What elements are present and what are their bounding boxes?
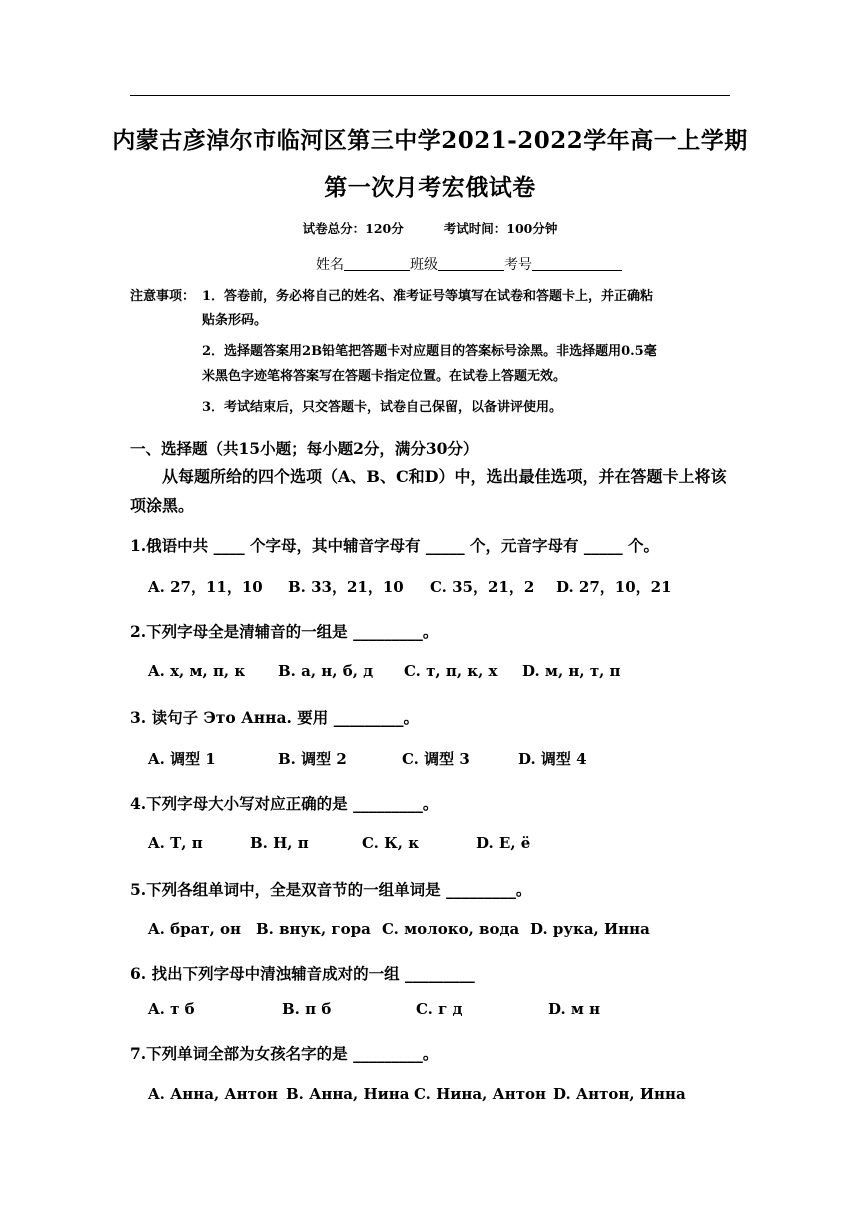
option-c: C. т, п, к, х (404, 662, 498, 680)
question-3: 3. 读句子 Это Анна. 要用 _________。 (130, 708, 419, 727)
option-c: C. 35，21，2 (430, 578, 535, 596)
note-item-1-line-2: 贴条形码。 (202, 313, 268, 328)
exam-no-label: 考号 (504, 257, 532, 273)
option-b: B. п б (282, 1000, 332, 1018)
student-info-line (316, 254, 622, 274)
header-rule (130, 95, 730, 96)
question-2: 2.下列字母全是清辅音的一组是 _________。 (130, 622, 439, 641)
question-7: 7.下列单词全部为女孩名字的是 _________。 (130, 1044, 439, 1063)
name-label: 姓名 (316, 257, 344, 273)
option-a: A. брат, он (148, 920, 242, 938)
option-a: A. Т, п (148, 834, 203, 852)
option-d: D. 调型 4 (518, 750, 587, 768)
option-b: B. а, н, б, д (278, 662, 374, 680)
option-d: D. м н (548, 1000, 601, 1018)
option-a: A. Анна, Антон (148, 1085, 278, 1103)
option-d: D. рука, Инна (530, 920, 650, 938)
question-5: 5.下列各组单词中，全是双音节的一组单词是 _________。 (130, 880, 532, 899)
question-6: 6. 找出下列字母中清浊辅音成对的一组 _________ (130, 964, 475, 983)
option-b: B. 33，21，10 (288, 578, 404, 596)
option-d: D. Е, ё (476, 834, 531, 852)
option-b: B. Н, п (250, 834, 309, 852)
total-score: 试卷总分：120分 (302, 221, 404, 236)
note-item-2-line-1: 2．选择题答案用2B铅笔把答题卡对应题目的答案标号涂黑。非选择题用0.5毫 (202, 344, 657, 359)
notes-label: 注意事项： (130, 289, 196, 304)
exam-no-blank (532, 255, 622, 271)
class-blank (438, 255, 504, 271)
class-label: 班级 (410, 257, 438, 273)
note-item-3: 3．考试结束后，只交答题卡，试卷自己保留，以备讲评使用。 (202, 400, 563, 415)
option-a: A. х, м, п, к (148, 662, 246, 680)
page-title: 内蒙古彦淖尔市临河区第三中学2021-2022学年高一上学期 (112, 127, 748, 154)
note-item-1-line-1: 1．答卷前，务必将自己的姓名、准考证号等填写在试卷和答题卡上，并正确粘 (202, 289, 654, 304)
name-blank (344, 255, 410, 271)
option-b: B. внук, гора (256, 920, 371, 938)
section-heading: 一、选择题（共15小题；每小题2分，满分30分） (130, 439, 479, 458)
option-d: D. 27，10，21 (556, 578, 672, 596)
section-instruction: 从每题所给的四个选项（A、B、C和D）中，选出最佳选项，并在答题卡上将该项涂黑。 (130, 467, 727, 515)
option-c: C. Нина, Антон (414, 1085, 547, 1103)
option-b: B. 调型 2 (278, 750, 347, 768)
option-d: D. Антон, Инна (553, 1085, 686, 1103)
page-subtitle: 第一次月考宏俄试卷 (324, 174, 536, 201)
option-a: A. 调型 1 (148, 750, 216, 768)
exam-time: 考试时间：100分钟 (443, 221, 558, 236)
option-c: C. К, к (362, 834, 420, 852)
option-a: A. т б (148, 1000, 195, 1018)
exam-meta (0, 219, 860, 237)
option-c: C. 调型 3 (402, 750, 470, 768)
option-d: D. м, н, т, п (522, 662, 621, 680)
question-1: 1.俄语中共 ____ 个字母，其中辅音字母有 _____ 个，元音字母有 _____ 个。 (130, 536, 660, 555)
note-item-2-line-2: 米黑色字迹笔将答案写在答题卡指定位置。在试卷上答题无效。 (202, 369, 567, 384)
question-4: 4.下列字母大小写对应正确的是 _________。 (130, 794, 439, 813)
option-b: B. Анна, Нина (286, 1085, 410, 1103)
option-a: A. 27，11，10 (148, 578, 263, 596)
option-c: C. г д (416, 1000, 463, 1018)
option-c: C. молоко, вода (382, 920, 520, 938)
